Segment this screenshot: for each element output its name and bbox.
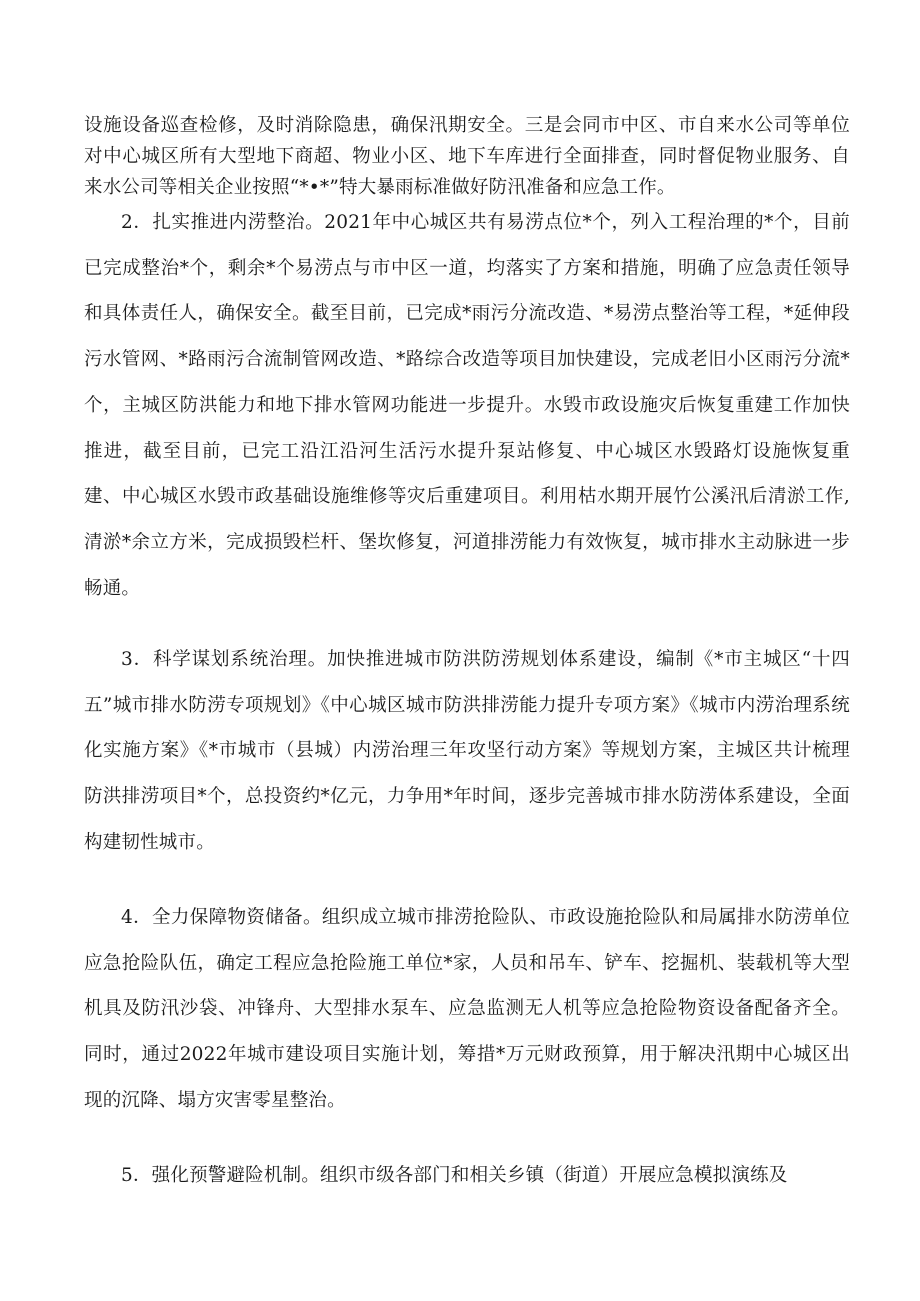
paragraph-1: 设施设备巡查检修，及时消除隐患，确保汛期安全。三是会同市中区、市自来水公司等单位对中心城区所有大型地下商超、物业小区、地下车库进行全面排查，同时督促物业服务、自来水公司等相关企业按照“*•*”特大暴雨标准做好防汛准备和应急工作。 [84,115,850,198]
paragraph-5-warning: 5．强化预警避险机制。组织市级各部门和相关乡镇（街道）开展应急模拟演练及 [121,1165,788,1186]
paragraph-4-supplies: 4．全力保障物资储备。组织成立城市排涝抢险队、市政设施抢险队和局属排水防涝单位应急抢险队伍，确定工程应急抢险施工单位*家，人员和吊车、铲车、挖掘机、装载机等大型机具及防汛沙袋、冲锋舟、大型排水泵车、应急监测无人机等应急抢险物资设备配备齐全。同时，通过2022年城市建设项目实施计划，筹措*万元财政预算，用于解决汛期中心城区出现的沉降、塌方灾害零星整治。 [84,907,850,1111]
paragraph-3-planning: 3．科学谋划系统治理。加快推进城市防洪防涝规划体系建设，编制《*市主城区“十四五”城市排水防涝专项规划》《中心城区城市防洪排涝能力提升专项方案》《城市内涝治理系统化实施方案》《*市城市（县城）内涝治理三年攻坚行动方案》等规划方案，主城区共计梳理防洪排涝项目*个，总投资约*亿元，力争用*年时间，逐步完善城市排水防涝体系建设，全面构建韧性城市。 [84,649,850,853]
paragraph-2-waterlogging: 2．扎实推进内涝整治。2021年中心城区共有易涝点位*个，列入工程治理的*个，目前已完成整治*个，剩余*个易涝点与市中区一道，均落实了方案和措施，明确了应急责任领导和具体责任人，确保安全。截至目前，已完成*雨污分流改造、*易涝点整治等工程，*延伸段污水管网、*路雨污合流制管网改造、*路综合改造等项目加快建设，完成老旧小区雨污分流*个，主城区防洪能力和地下排水管网功能进一步提升。水毁市政设施灾后恢复重建工作加快推进，截至目前，已完工沿江沿河生活污水提升泵站修复、中心城区水毁路灯设施恢复重建、中心城区水毁市政基础设施维修等灾后重建项目。利用枯水期开展竹公溪汛后清淤工作,清淤*余立方米，完成损毁栏杆、堡坎修复，河道排涝能力有效恢复，城市排水主动脉进一步畅通。 [84,212,850,599]
